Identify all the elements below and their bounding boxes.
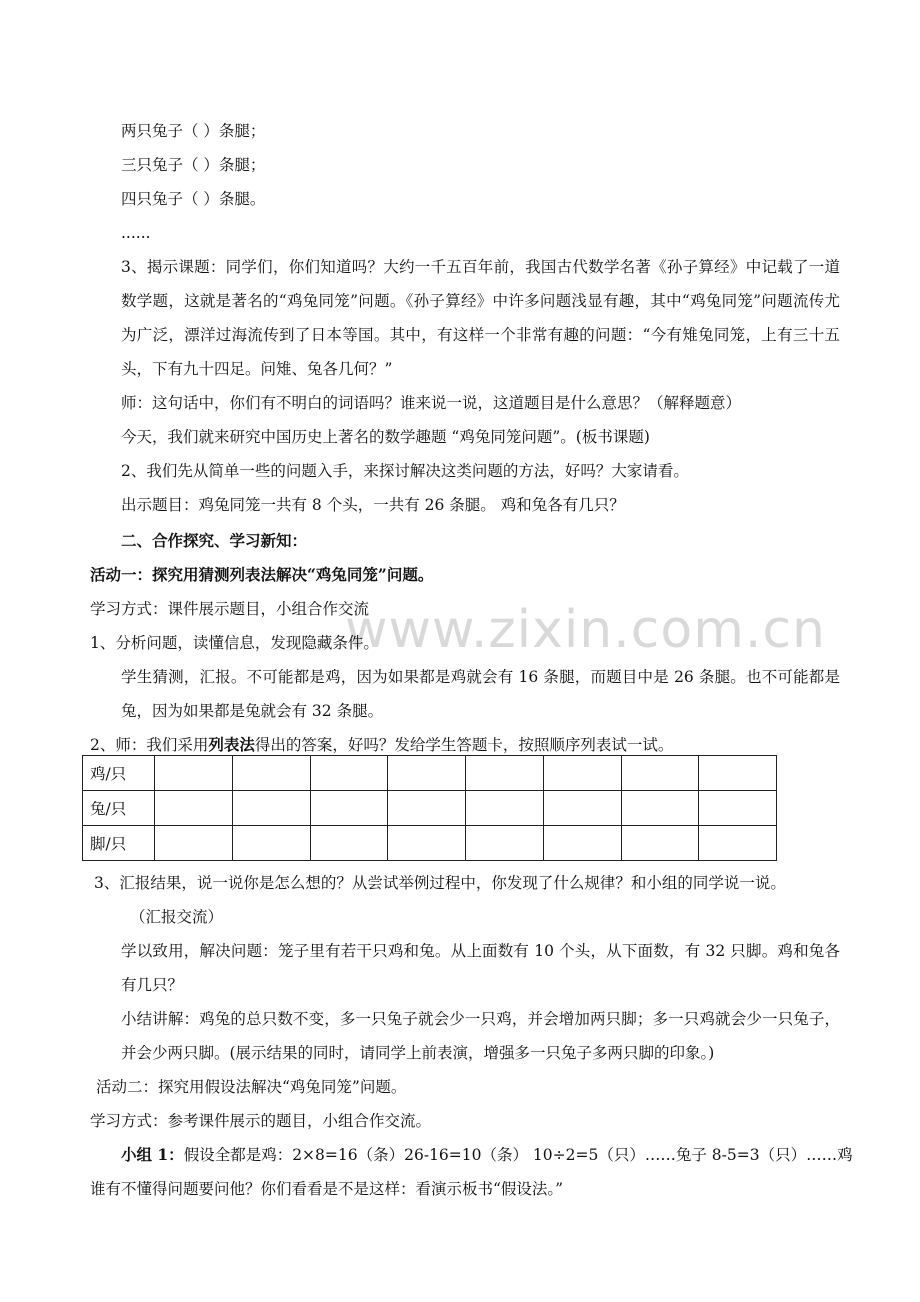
- paragraph-student-guess: 学生猜测，汇报。不可能都是鸡，因为如果都是鸡就会有 16 条腿，而题目中是 26 条腿。也不可能都是兔，因为如果都是兔就会有 32 条腿。: [121, 668, 840, 720]
- heading-activity-one: 活动一：探究用猜测列表法解决“鸡兔同笼”问题。: [90, 565, 434, 584]
- heading-activity-two: 活动二：探究用假设法解决“鸡兔同笼”问题。: [96, 1078, 407, 1096]
- paragraph-today: 今天，我们就来研究中国历史上著名的数学趣题 “鸡兔同笼问题”。(板书课题): [121, 428, 650, 446]
- paragraph-apply: 学以致用，解决问题：笼子里有若干只鸡和兔。从上面数有 10 个头，从下面数，有 32 只脚。鸡和兔各有几只？: [121, 942, 840, 994]
- table-cell: [155, 791, 233, 826]
- table-cell: [388, 756, 466, 791]
- table-cell: [621, 791, 699, 826]
- table-cell: [232, 791, 310, 826]
- line-four-rabbits: 四只兔子（ ）条腿。: [121, 190, 266, 208]
- paragraph-learning-mode-2: 学习方式：参考课件展示的题目，小组合作交流。: [90, 1112, 432, 1130]
- paragraph-learning-mode-1: 学习方式：课件展示题目，小组合作交流: [90, 600, 370, 618]
- paragraph-report-exchange: （汇报交流）: [130, 908, 224, 926]
- table-row-label: 兔/只: [83, 791, 155, 826]
- table-cell: [388, 826, 466, 861]
- table-cell: [543, 756, 621, 791]
- paragraph-analyze: 1、分析问题，读懂信息，发现隐藏条件。: [90, 634, 379, 652]
- heading-section-two: 二、合作探究、学习新知：: [121, 531, 308, 550]
- table-cell: [543, 791, 621, 826]
- watermark: www.zixin.com.cn: [345, 600, 826, 660]
- table-row-label: 脚/只: [83, 826, 155, 861]
- table-cell: [232, 826, 310, 861]
- table-method-prefix: 2、师：我们采用: [90, 736, 209, 754]
- table-cell: [155, 826, 233, 861]
- table-cell: [466, 826, 544, 861]
- line-ellipsis: ......: [121, 224, 151, 242]
- paragraph-summary: 小结讲解：鸡兔的总只数不变，多一只兔子就会少一只鸡，并会增加两只脚；多一只鸡就会少一只兔子，并会少两只脚。(展示结果的同时，请同学上前表演，增强多一只兔子多两只脚的印象。): [121, 1010, 840, 1062]
- paragraph-report-results: 3、汇报结果，说一说你是怎么想的？从尝试举例过程中，你发现了什么规律？和小组的同学说一说。: [94, 874, 786, 892]
- answer-table: [82, 755, 777, 861]
- table-row-label: 鸡/只: [83, 756, 155, 791]
- table-cell: [466, 791, 544, 826]
- group-one-text: 假设全都是鸡：2×8=16（条）26-16=10（条） 10÷2=5（只）……兔子 8-5=3（只）……鸡: [183, 1146, 853, 1164]
- paragraph-group-one: [90, 1138, 853, 1172]
- paragraph-questions: 谁有不懂得问题要问他？你们看看是不是这样：看演示板书“假设法。”: [90, 1180, 564, 1198]
- table-method-suffix: 得出的答案，好吗？发给学生答题卡，按照顺序列表试一试。: [254, 736, 674, 754]
- table-cell: [621, 756, 699, 791]
- table-cell: [310, 756, 388, 791]
- paragraph-teacher-question: 师：这句话中，你们有不明白的词语吗？谁来说一说，这道题目是什么意思？（解释题意）: [121, 394, 742, 412]
- table-row: [83, 791, 777, 826]
- table-cell: [466, 756, 544, 791]
- paragraph-topic-intro: 3、揭示课题：同学们，你们知道吗？大约一千五百年前，我国古代数学名著《孙子算经》中记载了一道数学题，这就是著名的“鸡兔同笼”问题。《孙子算经》中许多问题浅显有趣，其中“鸡兔同笼”问题流传尤为广泛，漂洋过海流传到了日本等国。其中，有这样一个非常有趣的问题：“今有雉兔同笼，上有三十五头，下有九十四足。问雉、兔各几何？”: [121, 258, 840, 378]
- table-cell: [621, 826, 699, 861]
- table-cell: [310, 826, 388, 861]
- line-three-rabbits: 三只兔子（ ）条腿；: [121, 156, 266, 174]
- table-cell: [232, 756, 310, 791]
- table-cell: [699, 756, 777, 791]
- table-cell: [388, 791, 466, 826]
- table-method-bold: 列表法: [208, 735, 255, 754]
- table-row: [83, 826, 777, 861]
- table-row: [83, 756, 777, 791]
- table-cell: [543, 826, 621, 861]
- table-cell: [310, 791, 388, 826]
- line-two-rabbits: 两只兔子（ ）条腿；: [121, 122, 266, 140]
- paragraph-simple-problem: 2、我们先从简单一些的问题入手，来探讨解决这类问题的方法，好吗？大家请看。: [121, 462, 689, 480]
- table-cell: [155, 756, 233, 791]
- table-cell: [699, 826, 777, 861]
- table-cell: [699, 791, 777, 826]
- paragraph-show-problem: 出示题目：鸡兔同笼一共有 8 个头，一共有 26 条腿。 鸡和兔各有几只？: [121, 496, 625, 514]
- group-one-label: 小组 1：: [121, 1145, 184, 1164]
